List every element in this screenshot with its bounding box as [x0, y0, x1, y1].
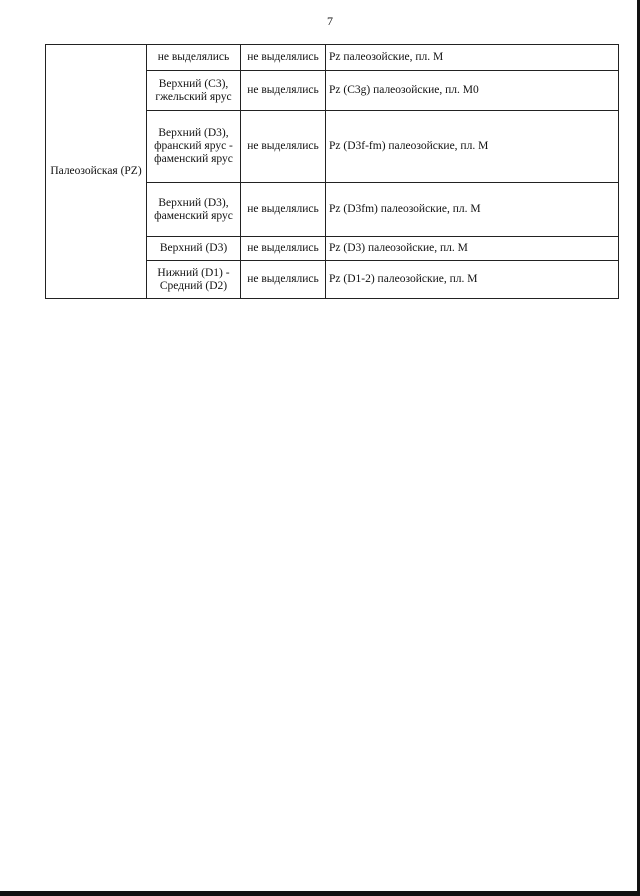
note-cell: Pz (D3f-fm) палеозойские, пл. М: [326, 111, 619, 183]
period-cell: Верхний (D3), фаменский ярус: [147, 183, 241, 237]
table-row: [46, 45, 619, 71]
page-number: 7: [327, 14, 333, 28]
layer-cell: не выделялись: [241, 261, 326, 299]
note-cell: Pz (D3fm) палеозойские, пл. М: [326, 183, 619, 237]
period-cell: Верхний (D3): [147, 237, 241, 261]
scan-edge-bottom: [0, 891, 640, 896]
note-cell: Pz (D1-2) палеозойские, пл. М: [326, 261, 619, 299]
layer-cell: не выделялись: [241, 237, 326, 261]
layer-cell: не выделялись: [241, 71, 326, 111]
layer-cell: не выделялись: [241, 45, 326, 71]
period-cell: Верхний (D3), франский ярус - фаменский ярус: [147, 111, 241, 183]
era-cell: Палеозойская (PZ): [46, 45, 147, 299]
period-cell: Верхний (С3), гжельский ярус: [147, 71, 241, 111]
period-cell: Нижний (D1) - Средний (D2): [147, 261, 241, 299]
stratigraphy-table: [45, 44, 619, 299]
layer-cell: не выделялись: [241, 183, 326, 237]
period-cell: не выделялись: [147, 45, 241, 71]
layer-cell: не выделялись: [241, 111, 326, 183]
note-cell: Pz (D3) палеозойские, пл. М: [326, 237, 619, 261]
note-cell: Pz (C3g) палеозойские, пл. М0: [326, 71, 619, 111]
note-cell: Pz палеозойские, пл. М: [326, 45, 619, 71]
